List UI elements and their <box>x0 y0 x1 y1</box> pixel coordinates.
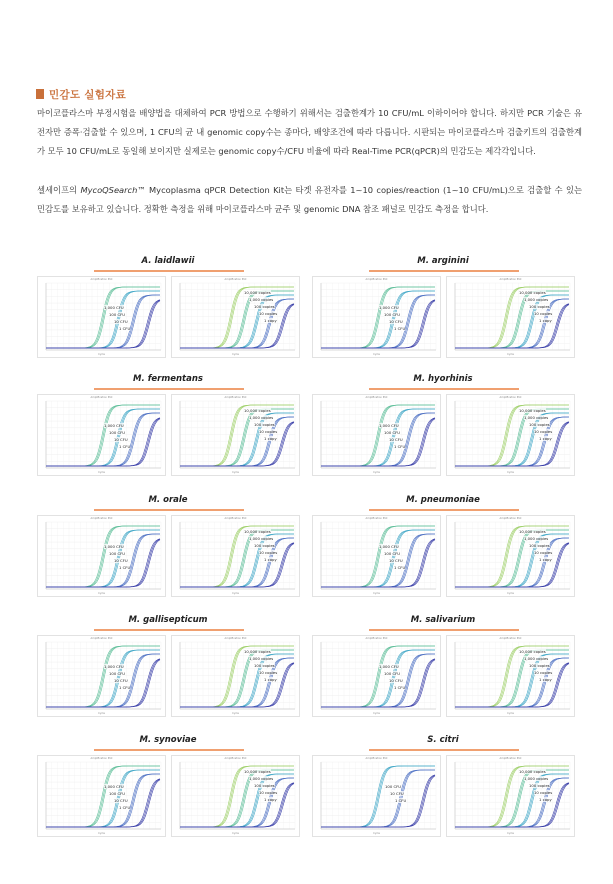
title-underline <box>94 629 244 631</box>
concentration-label: 1 CFU <box>119 444 131 449</box>
plot-canvas <box>313 516 440 596</box>
kit-paragraph <box>37 181 582 219</box>
concentration-label: 1 copy <box>539 436 552 441</box>
concentration-label: 100 CFU <box>384 312 401 317</box>
sensitivity-panel <box>312 256 574 366</box>
concentration-label: 100 CFU <box>384 551 401 556</box>
sensitivity-panel <box>312 615 574 725</box>
concentration-label: 100 copies <box>529 783 550 788</box>
concentration-label: 1 copy <box>264 557 277 562</box>
concentration-label: 1,000 copies <box>249 656 274 661</box>
species-title: M. arginini <box>417 256 469 266</box>
x-axis-label: Cycle <box>232 471 239 474</box>
concentration-label: 10 CFU <box>114 437 128 442</box>
plot-title: Amplification Plot <box>499 517 522 520</box>
concentration-label: 1,000 CFU <box>379 664 399 669</box>
concentration-label: 10 CFU <box>114 798 128 803</box>
concentration-label: 100 copies <box>254 422 275 427</box>
concentration-label: 100 copies <box>254 304 275 309</box>
square-bullet-icon <box>36 89 44 99</box>
concentration-label: 1,000 copies <box>524 297 549 302</box>
concentration-label: 10 copies <box>534 670 553 675</box>
concentration-label: 10 CFU <box>114 319 128 324</box>
plot-canvas <box>313 636 440 716</box>
paragraph-1: 마이코플라스마 부정시험을 배양법을 대체하여 PCR 방법으로 수행하기 위해서는 검출한계가 10 CFU/mL 이하이어야 합니다. 하지만 PCR 기술은 유전자만 증폭·검출할 수 있으며, 1 CFU의 균 내 genomic copy수는 종마다, 배양조건에 따라 다릅니다. 시판되는 마이코플라스마 검출키트의 검출한계가 모두 10 CFU/mL로 동일해 보이지만 실제로는 genomic copy수/CFU 비율에 따라 Real-Time PCR(qPCR)의 민감도는 제각각입니다. <box>37 108 582 156</box>
concentration-label: 1,000 CFU <box>104 423 124 428</box>
concentration-label: 10,000 copies <box>519 290 546 295</box>
plot-title: Amplification Plot <box>90 278 113 281</box>
concentration-label: 10 copies <box>534 550 553 555</box>
concentration-label: 1 CFU <box>394 326 406 331</box>
x-axis-label: Cycle <box>232 712 239 715</box>
sensitivity-panel <box>312 495 574 605</box>
concentration-label: 100 CFU <box>384 430 401 435</box>
amplification-plot <box>37 755 166 837</box>
concentration-label: 1,000 CFU <box>379 544 399 549</box>
concentration-label: 100 CFU <box>109 312 126 317</box>
plot-canvas <box>38 277 165 357</box>
concentration-label: 10,000 copies <box>519 529 546 534</box>
concentration-label: 1 copy <box>264 436 277 441</box>
plot-title: Amplification Plot <box>90 757 113 760</box>
sensitivity-panel <box>312 735 574 845</box>
concentration-label: 10 copies <box>259 790 278 795</box>
x-axis-label: Cycle <box>507 353 514 356</box>
x-axis-label: Cycle <box>373 471 380 474</box>
plot-title: Amplification Plot <box>499 396 522 399</box>
plot-title: Amplification Plot <box>224 757 247 760</box>
x-axis-label: Cycle <box>507 712 514 715</box>
plot-title: Amplification Plot <box>224 517 247 520</box>
plot-canvas <box>447 395 574 475</box>
concentration-label: 10 CFU <box>389 558 403 563</box>
title-underline <box>94 388 244 390</box>
concentration-label: 100 CFU <box>385 784 402 789</box>
x-axis-label: Cycle <box>98 592 105 595</box>
title-underline <box>369 388 519 390</box>
concentration-label: 10,000 copies <box>244 529 271 534</box>
concentration-label: 10 copies <box>534 790 553 795</box>
concentration-label: 1,000 CFU <box>104 544 124 549</box>
concentration-label: 1,000 CFU <box>104 305 124 310</box>
x-axis-label: Cycle <box>507 471 514 474</box>
concentration-label: 10 CFU <box>114 558 128 563</box>
concentration-label: 100 copies <box>529 304 550 309</box>
concentration-label: 10,000 copies <box>519 649 546 654</box>
title-underline <box>94 509 244 511</box>
plot-canvas <box>172 636 299 716</box>
concentration-label: 10 copies <box>259 311 278 316</box>
plot-title: Amplification Plot <box>365 278 388 281</box>
amplification-plot <box>312 394 441 476</box>
concentration-label: 10 copies <box>259 429 278 434</box>
plot-title: Amplification Plot <box>365 757 388 760</box>
concentration-label: 1 copy <box>264 677 277 682</box>
amplification-plot <box>171 276 300 358</box>
concentration-label: 100 CFU <box>109 671 126 676</box>
concentration-label: 10 CFU <box>114 678 128 683</box>
species-title: M. hyorhinis <box>413 374 473 384</box>
plot-canvas <box>172 395 299 475</box>
concentration-label: 10 CFU <box>389 437 403 442</box>
title-underline <box>369 509 519 511</box>
x-axis-label: Cycle <box>373 832 380 835</box>
amplification-plot <box>446 394 575 476</box>
concentration-label: 10 copies <box>259 670 278 675</box>
sensitivity-panel <box>37 495 299 605</box>
title-underline <box>369 270 519 272</box>
amplification-plot <box>171 515 300 597</box>
sensitivity-panel <box>37 735 299 845</box>
plot-title: Amplification Plot <box>499 278 522 281</box>
amplification-plot <box>446 276 575 358</box>
concentration-label: 1 copy <box>539 318 552 323</box>
plot-title: Amplification Plot <box>365 396 388 399</box>
amplification-plot <box>37 635 166 717</box>
concentration-label: 100 copies <box>254 663 275 668</box>
plot-canvas <box>38 516 165 596</box>
paragraph-2 <box>37 181 582 219</box>
plot-canvas <box>447 756 574 836</box>
concentration-label: 100 copies <box>529 422 550 427</box>
x-axis-label: Cycle <box>98 471 105 474</box>
species-title: M. pneumoniae <box>406 495 480 505</box>
concentration-label: 1,000 CFU <box>104 784 124 789</box>
species-title: M. gallisepticum <box>128 615 208 625</box>
concentration-label: 1 CFU <box>394 565 406 570</box>
x-axis-label: Cycle <box>232 592 239 595</box>
concentration-label: 1 CFU <box>119 565 131 570</box>
intro-paragraph <box>37 104 582 161</box>
concentration-label: 100 copies <box>529 543 550 548</box>
x-axis-label: Cycle <box>373 592 380 595</box>
concentration-label: 100 CFU <box>109 430 126 435</box>
x-axis-label: Cycle <box>507 592 514 595</box>
amplification-plot <box>312 276 441 358</box>
plot-canvas <box>38 395 165 475</box>
x-axis-label: Cycle <box>98 712 105 715</box>
plot-title: Amplification Plot <box>224 396 247 399</box>
section-title: 민감도 실험자료 <box>49 88 127 101</box>
plot-canvas <box>172 277 299 357</box>
plot-title: Amplification Plot <box>90 517 113 520</box>
x-axis-label: Cycle <box>232 353 239 356</box>
amplification-plot <box>312 755 441 837</box>
concentration-label: 1 copy <box>539 677 552 682</box>
concentration-label: 1,000 CFU <box>379 423 399 428</box>
amplification-plot <box>171 635 300 717</box>
species-title: M. synoviae <box>139 735 197 745</box>
amplification-plot <box>446 515 575 597</box>
concentration-label: 1,000 copies <box>249 776 274 781</box>
species-title: M. orale <box>148 495 188 505</box>
concentration-label: 10 copies <box>534 429 553 434</box>
concentration-label: 10 CFU <box>389 319 403 324</box>
amplification-plot <box>37 276 166 358</box>
concentration-label: 1 CFU <box>119 326 131 331</box>
sensitivity-panel <box>312 374 574 484</box>
concentration-label: 1,000 copies <box>524 536 549 541</box>
concentration-label: 1 CFU <box>119 685 131 690</box>
amplification-plot <box>37 394 166 476</box>
amplification-plot <box>171 755 300 837</box>
plot-title: Amplification Plot <box>224 278 247 281</box>
x-axis-label: Cycle <box>232 832 239 835</box>
plot-canvas <box>172 756 299 836</box>
concentration-label: 100 CFU <box>384 671 401 676</box>
x-axis-label: Cycle <box>507 832 514 835</box>
concentration-label: 100 copies <box>529 663 550 668</box>
concentration-label: 100 CFU <box>109 791 126 796</box>
concentration-label: 1 copy <box>539 557 552 562</box>
concentration-label: 1,000 CFU <box>379 305 399 310</box>
plot-canvas <box>447 516 574 596</box>
title-underline <box>94 749 244 751</box>
concentration-label: 1,000 copies <box>249 297 274 302</box>
plot-title: Amplification Plot <box>90 396 113 399</box>
concentration-label: 10,000 copies <box>519 408 546 413</box>
plot-canvas <box>313 756 440 836</box>
paragraph-2-suffix: Mycoplasma qPCR Detection Kit는 타겟 유전자를 1~10 copies/reaction (1~10 CFU/mL)으로 검출할 수 있는 민감도를 보유하고 있습니다. 정확한 측정을 위해 마이코플라스마 균주 및 genomic DNA 참조 패널로 민감도 측정을 합니다. <box>37 185 582 214</box>
plot-canvas <box>38 636 165 716</box>
amplification-plot <box>312 635 441 717</box>
section-heading <box>36 87 126 101</box>
concentration-label: 1 CFU <box>394 444 406 449</box>
plot-canvas <box>313 277 440 357</box>
concentration-label: 100 copies <box>254 543 275 548</box>
concentration-label: 1 CFU <box>394 685 406 690</box>
concentration-label: 1 copy <box>264 318 277 323</box>
sensitivity-panel <box>37 615 299 725</box>
plot-title: Amplification Plot <box>90 637 113 640</box>
concentration-label: 1,000 copies <box>249 536 274 541</box>
concentration-label: 1 copy <box>539 797 552 802</box>
concentration-label: 10 CFU <box>390 791 404 796</box>
paragraph-2-prefix: 셀세이프의 <box>37 185 81 195</box>
plot-title: Amplification Plot <box>365 517 388 520</box>
amplification-plot <box>446 635 575 717</box>
concentration-label: 10 copies <box>259 550 278 555</box>
product-name: MycoQSearch™ <box>80 185 146 195</box>
concentration-label: 10,000 copies <box>244 290 271 295</box>
species-title: M. fermentans <box>133 374 203 384</box>
x-axis-label: Cycle <box>98 353 105 356</box>
concentration-label: 10,000 copies <box>244 649 271 654</box>
plot-title: Amplification Plot <box>365 637 388 640</box>
concentration-label: 100 copies <box>254 783 275 788</box>
x-axis-label: Cycle <box>373 353 380 356</box>
concentration-label: 10,000 copies <box>244 769 271 774</box>
plot-canvas <box>172 516 299 596</box>
x-axis-label: Cycle <box>98 832 105 835</box>
concentration-label: 10 copies <box>534 311 553 316</box>
species-title: M. salivarium <box>410 615 476 625</box>
concentration-label: 100 CFU <box>109 551 126 556</box>
species-title: A. laidlawii <box>141 256 195 266</box>
concentration-label: 1,000 copies <box>249 415 274 420</box>
concentration-label: 10 CFU <box>389 678 403 683</box>
concentration-label: 1 copy <box>264 797 277 802</box>
sensitivity-panel <box>37 374 299 484</box>
plot-title: Amplification Plot <box>224 637 247 640</box>
title-underline <box>94 270 244 272</box>
title-underline <box>369 749 519 751</box>
concentration-label: 1,000 copies <box>524 776 549 781</box>
concentration-label: 1,000 copies <box>524 415 549 420</box>
plot-canvas <box>38 756 165 836</box>
concentration-label: 1,000 copies <box>524 656 549 661</box>
plot-title: Amplification Plot <box>499 637 522 640</box>
concentration-label: 1,000 CFU <box>104 664 124 669</box>
species-title: S. citri <box>427 735 459 745</box>
sensitivity-panel <box>37 256 299 366</box>
concentration-label: 1 CFU <box>395 798 407 803</box>
plot-canvas <box>447 277 574 357</box>
title-underline <box>369 629 519 631</box>
plot-canvas <box>313 395 440 475</box>
plot-canvas <box>447 636 574 716</box>
concentration-label: 10,000 copies <box>519 769 546 774</box>
amplification-plot <box>446 755 575 837</box>
plot-title: Amplification Plot <box>499 757 522 760</box>
amplification-plot <box>171 394 300 476</box>
amplification-plot <box>312 515 441 597</box>
concentration-label: 1 CFU <box>119 805 131 810</box>
x-axis-label: Cycle <box>373 712 380 715</box>
concentration-label: 10,000 copies <box>244 408 271 413</box>
amplification-plot <box>37 515 166 597</box>
